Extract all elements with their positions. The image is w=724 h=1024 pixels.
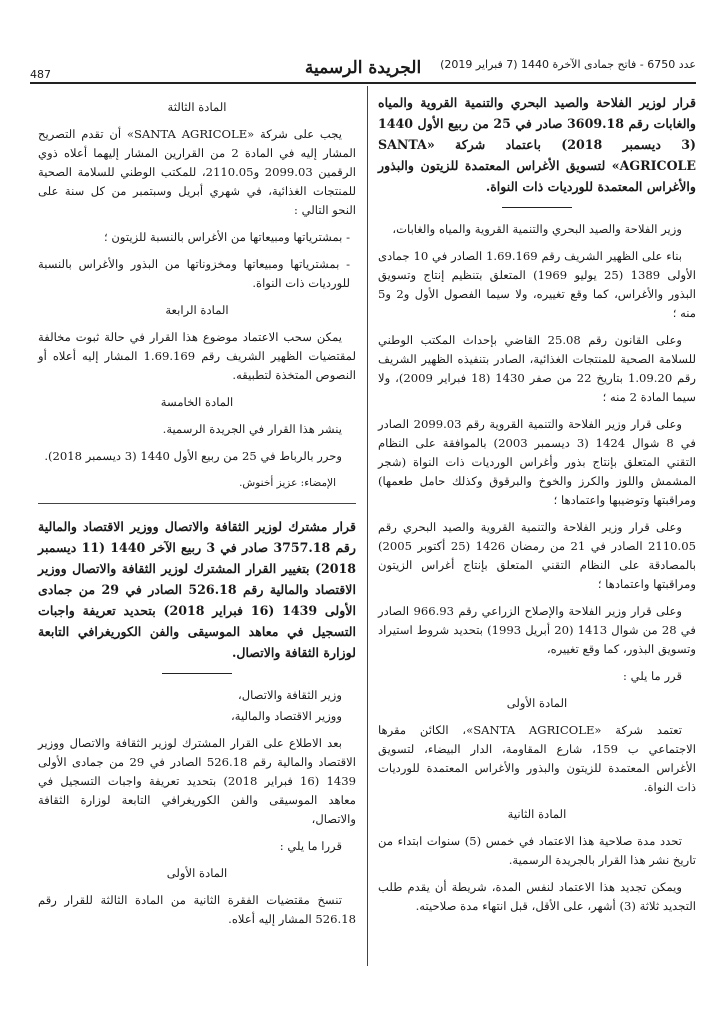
decree-title: قرار مشترك لوزير الثقافة والاتصال ووزير الاقتصاد والمالية رقم 3757.18 صادر في 3 ربيع الآخر 1440 (11 ديسمبر 2018) بتغيير القرار المشترك لوزير الثقافة والاتصال ووزير الاقتصاد والمالية رقم 526.18 الصادر في 29 من جمادى الأولى 1439 (16 فبراير 2018) بتحديد تعريفة واجبات التسجيل في معاهد الموسيقى والفن الكوريغرافي التابعة لوزارة الثقافة والاتصال. xyxy=(38,519,357,660)
article-heading: المادة الثانية xyxy=(507,807,567,821)
section-rule xyxy=(38,503,356,504)
article-text: تعتمد شركة «SANTA AGRICOLE»، الكائن مقرها الاجتماعي ب 159، شارع المقاومة، الدار البيضاء، لتسويق الأغراس المعتمدة للزيتون والبذور والأغراس المعتمدة للورديات ذات النواة. xyxy=(378,723,696,794)
list-item: - بمشترياتها ومبيعاتها ومخزوناتها من البذور والأغراس بالنسبة للورديات ذات النواة. xyxy=(38,257,350,290)
paragraph: وعلى القانون رقم 25.08 القاضي بإحداث المكتب الوطني للسلامة الصحية للمنتجات الغذائية، الصادر بتنفيذه الظهير الشريف رقم 1.09.20 بتاريخ 22 من صفر 1430 (18 فبراير 2009)، ولا سيما المادة 2 منه ؛ xyxy=(378,333,696,404)
header-rule xyxy=(30,82,696,84)
article-text: ويمكن تجديد هذا الاعتماد لنفس المدة، شريطة أن يقدم طلب التجديد ثلاثة (3) أشهر، على الأقل، قبل انتهاء مدة صلاحيته. xyxy=(378,880,696,913)
signature: الإمضاء: عزيز أخنوش. xyxy=(239,477,336,489)
issuer: وزير الثقافة والاتصال، xyxy=(237,688,342,702)
paragraph: وعلى قرار وزير الفلاحة والتنمية القروية رقم 2099.03 الصادر في 8 شوال 1424 (3 ديسمبر 2003) بالموافقة على النظام التقني المتعلق بإنتاج بذور وأغراس الورديات ذات النواة (شجر المشمش واللوز والكرز والخوخ والبرقوق وكذلك حامل طعمها) ومراقبتها وتوضيبها واعتمادها ؛ xyxy=(378,417,696,507)
done-at: وحرر بالرباط في 25 من ربيع الأول 1440 (3 ديسمبر 2018). xyxy=(44,449,342,463)
article-heading: المادة الخامسة xyxy=(160,395,234,409)
decides-line: قررا ما يلي : xyxy=(279,839,342,853)
issuer: وزير الفلاحة والصيد البحري والتنمية القروية والمياه والغابات، xyxy=(392,222,682,236)
article-text: ينشر هذا القرار في الجريدة الرسمية. xyxy=(162,422,342,436)
separator xyxy=(502,207,572,208)
article-heading: المادة الأولى xyxy=(506,696,568,710)
decree-title: قرار لوزير الفلاحة والصيد البحري والتنمية القروية والمياه والغابات رقم 3609.18 صادر في 25 من ربيع الأول 1440 (3 ديسمبر 2018) باعتماد شركة «SANTA AGRICOLE» لتسويق الأغراس المعتمدة للزيتون والبذور والأغراس المعتمدة للورديات ذات النواة. xyxy=(378,95,696,194)
article-text: يجب على شركة «SANTA AGRICOLE» أن تقدم التصريح المشار إليه في المادة 2 من القرارين المشار إليهما أعلاه ذوي الرقمين 2099.03 و2110.05، للمكتب الوطني للسلامة الصحية للمنتجات الغذائية، في شهري أبريل وسبتمبر من كل سنة على النحو التالي : xyxy=(38,127,356,217)
list-item: - بمشترياتها ومبيعاتها من الأغراس بالنسبة للزيتون ؛ xyxy=(103,230,350,244)
article-text: تحدد مدة صلاحية هذا الاعتماد في خمس (5) سنوات ابتداء من تاريخ نشر هذا القرار بالجريدة الرسمية. xyxy=(378,834,696,867)
article-heading: المادة الثالثة xyxy=(167,100,227,114)
page-number: 487 xyxy=(30,68,51,81)
article-text: يمكن سحب الاعتماد موضوع هذا القرار في حالة ثبوت مخالفة لمقتضيات الظهير الشريف رقم 1.69.169 المشار إليه أعلاه أو النصوص المتخذة لتطبيقه. xyxy=(38,330,356,382)
paragraph: وعلى قرار وزير الفلاحة والإصلاح الزراعي رقم 966.93 الصادر في 28 من شوال 1413 (20 أبريل 1993) بتحديد شروط استيراد وتسويق البذور، كما وقع تغييره، xyxy=(378,604,696,656)
paragraph: بعد الاطلاع على القرار المشترك لوزير الثقافة والاتصال ووزير الاقتصاد والمالية رقم 526.18 الصادر في 29 من جمادى الأولى 1439 (16 فبراير 2018) بتحديد تعريفة واجبات التسجيل في معاهد الموسيقى والفن الكوريغرافي التابعة لوزارة الثقافة والاتصال، xyxy=(38,736,356,826)
right-column xyxy=(378,92,696,924)
gazette-title: الجريدة الرسمية xyxy=(304,58,422,78)
paragraph: بناء على الظهير الشريف رقم 1.69.169 الصادر في 10 جمادى الأولى 1389 (25 يوليو 1969) المتعلق بتنظيم إنتاج وتسويق البذور والأغراس، كما وقع تغييره، ولا سيما الفصول الأول و2 و5 منه ؛ xyxy=(378,249,696,320)
left-column xyxy=(38,92,356,937)
column-divider xyxy=(367,86,368,966)
page-header xyxy=(30,56,696,84)
paragraph: وعلى قرار وزير الفلاحة والتنمية القروية والصيد البحري رقم 2110.05 الصادر في 21 من رمضان 1426 (25 أكتوبر 2005) بالمصادقة على النظام التقني المتعلق بإنتاج أغراس الزيتون ومراقبتها واعتمادها ؛ xyxy=(378,520,696,591)
separator xyxy=(162,673,232,674)
article-text: تنسخ مقتضيات الفقرة الثانية من المادة الثالثة للقرار رقم 526.18 المشار إليه أعلاه. xyxy=(38,893,356,926)
article-heading: المادة الأولى xyxy=(166,866,228,880)
decides-line: قرر ما يلي : xyxy=(623,669,682,683)
issue-info: عدد 6750 - فاتح جمادى الآخرة 1440 (7 فبراير 2019) xyxy=(440,58,696,71)
issuer: ووزير الاقتصاد والمالية، xyxy=(231,709,342,723)
article-heading: المادة الرابعة xyxy=(165,303,229,317)
